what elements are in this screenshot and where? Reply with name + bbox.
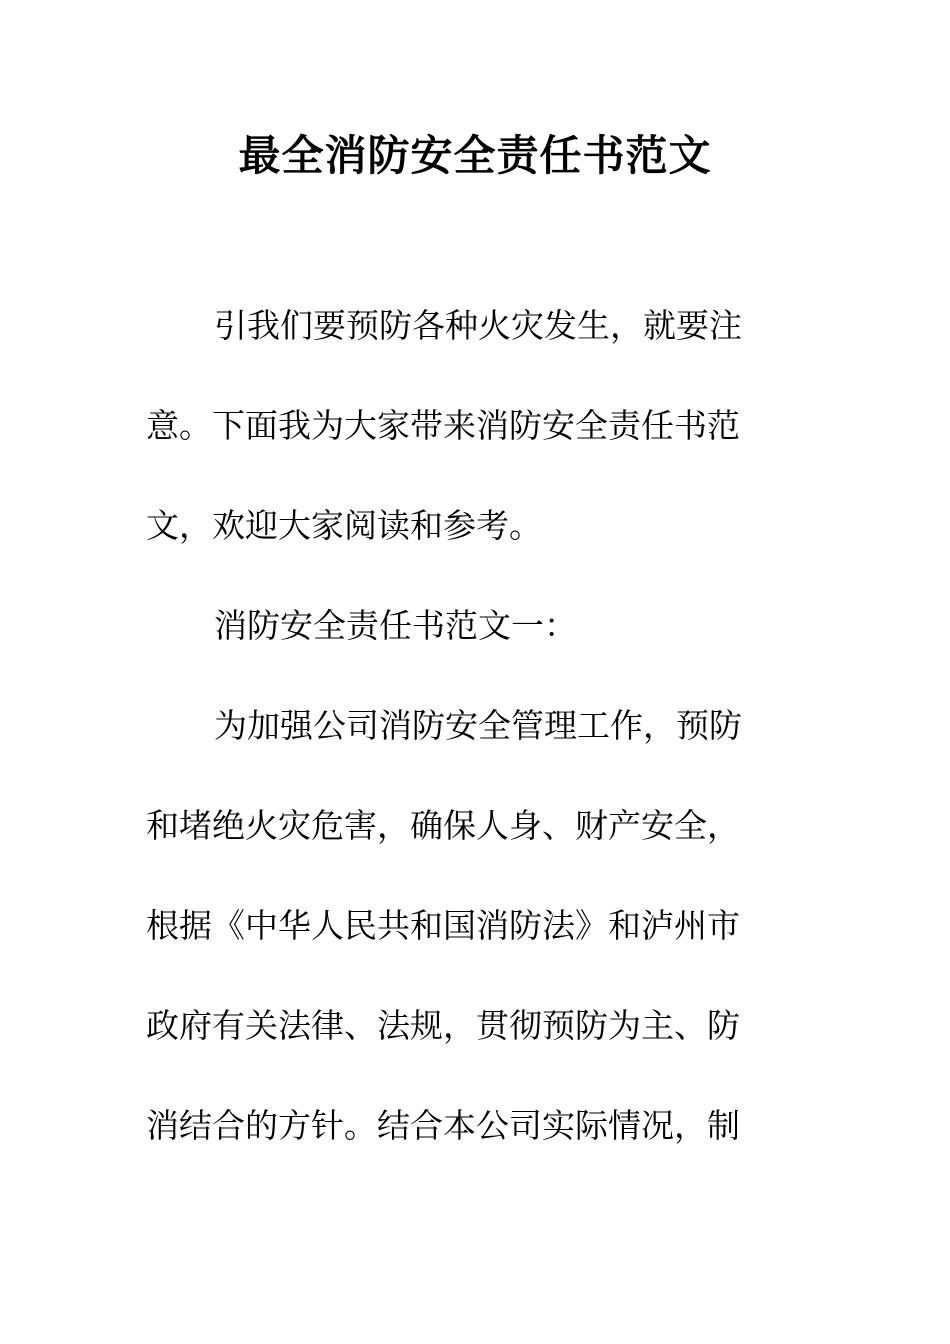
- paragraph-line: 为加强公司消防安全管理工作，预防: [214, 706, 742, 745]
- paragraph-line: 政府有关法律、法规，贯彻预防为主、防: [146, 1006, 740, 1045]
- paragraph-line: 引我们要预防各种火灾发生，就要注: [214, 306, 742, 345]
- paragraph-line: 根据《中华人民共和国消防法》和泸州市: [146, 906, 740, 945]
- paragraph-line: 消结合的方针。结合本公司实际情况，制: [146, 1106, 740, 1145]
- document-title: 最全消防安全责任书范文: [238, 131, 712, 180]
- paragraph-line: 文，欢迎大家阅读和参考。: [146, 506, 542, 545]
- paragraph-line: 和堵绝火灾危害，确保人身、财产安全，: [146, 806, 740, 845]
- paragraph-line: 意。下面我为大家带来消防安全责任书范: [146, 406, 740, 445]
- section-heading: 消防安全责任书范文一：: [214, 606, 577, 645]
